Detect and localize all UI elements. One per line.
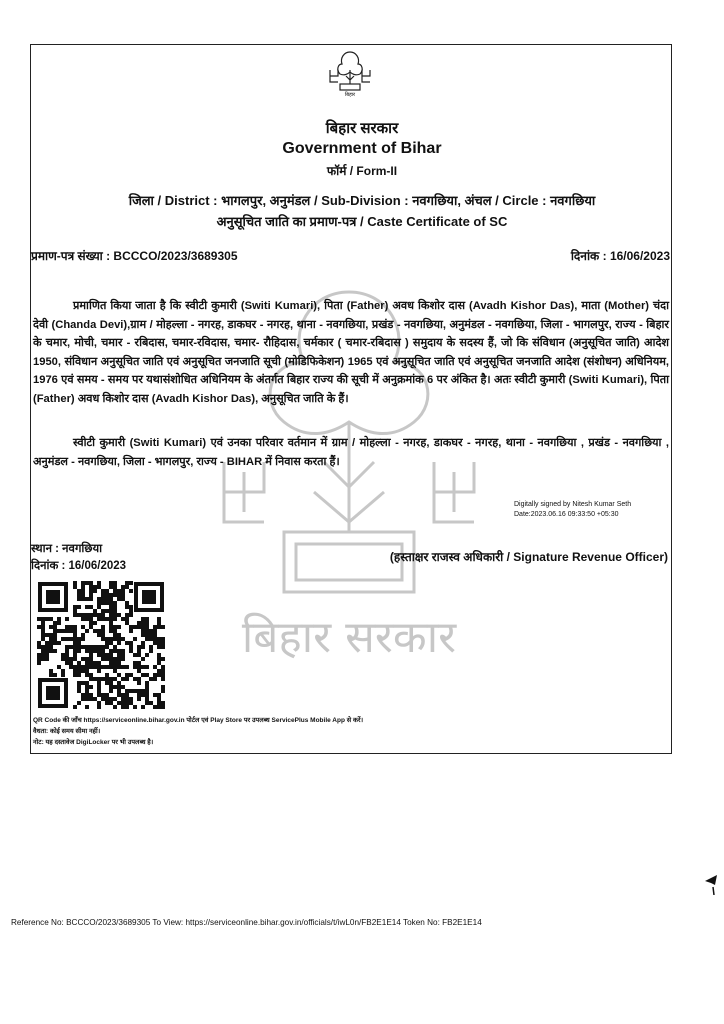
issue-place: स्थान : नवगछिया bbox=[31, 543, 103, 555]
qr-notes bbox=[33, 715, 363, 748]
signature-label: (हस्ताक्षर राजस्व अधिकारी / Signature Revenue Officer) bbox=[389, 550, 668, 564]
certificate-number: प्रमाण-पत्र संख्या : BCCCO/2023/3689305 bbox=[31, 249, 238, 263]
certificate-date: दिनांक : 16/06/2023 bbox=[570, 249, 670, 263]
svg-text:बिहार सरकार: बिहार सरकार bbox=[241, 612, 457, 663]
digital-signature-block bbox=[514, 500, 631, 520]
qr-note-line: QR Code की जाँच https://serviceonline.bihar.gov.in पोर्टल एवं Play Store पर उपलब्ध ServicePlus Mobile App से करें। bbox=[33, 717, 364, 724]
digital-signature-signer: Digitally signed by Nitesh Kumar Seth bbox=[514, 501, 632, 508]
reference-footer: Reference No: BCCCO/2023/3689305 To View: https://serviceonline.bihar.gov.in/officials/t/iwL0n/FB2E1E14 Token No: FB2E1E14 bbox=[11, 918, 482, 927]
issue-date: दिनांक : 16/06/2023 bbox=[31, 560, 127, 572]
digilocker-note-line: नोट: यह दस्तावेज DigiLocker पर भी उपलब्ध है। bbox=[33, 739, 154, 746]
form-label: फॉर्म / Form-II bbox=[326, 164, 398, 178]
svg-text:बिहार: बिहार bbox=[344, 92, 356, 98]
location-line: जिला / District : भागलपुर, अनुमंडल / Sub-Division : नवगछिया, अंचल / Circle : नवगछिया bbox=[128, 193, 596, 208]
govt-hindi-title: बिहार सरकार bbox=[325, 120, 399, 137]
validity-note-line: वैधता: कोई समय सीमा नहीं। bbox=[33, 728, 101, 735]
certificate-title: अनुसूचित जाति का प्रमाण-पत्र / Caste Certificate of SC bbox=[216, 214, 508, 229]
certificate-body-paragraph: प्रमाणित किया जाता है कि स्वीटी कुमारी (Switi Kumari), पिता (Father) अवध किशोर दास (Avadh Kishor Das), माता (Mother) चंदा देवी (Chanda Devi),ग्राम / मोहल्ला - नगरह, डाकघर - नगरह, थाना - नवगछिया, प्रखंड - नवगछिया, अनुमंडल - नवगछिया, जिला - भागलपुर, राज्य - बिहार के चमार, मोची, चमार - रबिदास, चमार-रविदास, चमार- रौहिदास, चर्मकार ( चमार-रबिदास ) समुदाय के सदस्य हैं, जो कि संविधान (अनुसूचित जाति) आदेश 1950, संविधान अनुसूचित जाति एवं अनुसूचित जनजाति सूची (मोडिफिकेशन) 1965 एवं अनुसूचित जाति एवं अनुसूचित जनजाति आदेश (संशोधन) अधिनियम, 1976 एवं समय - समय पर यथासंशोधित अधिनियम के अंतर्गत बिहार राज्य की सूची में अनुक्रमांक 6 पर अंकित है। अतः स्वीटी कुमारी (Switi Kumari), पिता (Father) अवध किशोर दास (Avadh Kishor Das), अनुसूचित जाति के हैं। bbox=[33, 300, 669, 405]
bihar-emblem-icon bbox=[326, 46, 374, 98]
qr-code-icon bbox=[36, 580, 166, 710]
digital-signature-date: Date:2023.06.16 09:33:50 +05:30 bbox=[514, 511, 619, 518]
ink-blot-mark bbox=[703, 873, 719, 895]
govt-english-title: Government of Bihar bbox=[282, 140, 442, 157]
residence-paragraph: स्वीटी कुमारी (Switi Kumari) एवं उनका परिवार वर्तमान में ग्राम / मोहल्ला - नगरह, डाकघर - नगरह, थाना - नवगछिया , प्रखंड - नवगछिया , अनुमंडल - नवगछिया, जिला - भागलपुर, राज्य - BIHAR में निवास करता हैं। bbox=[33, 437, 669, 468]
